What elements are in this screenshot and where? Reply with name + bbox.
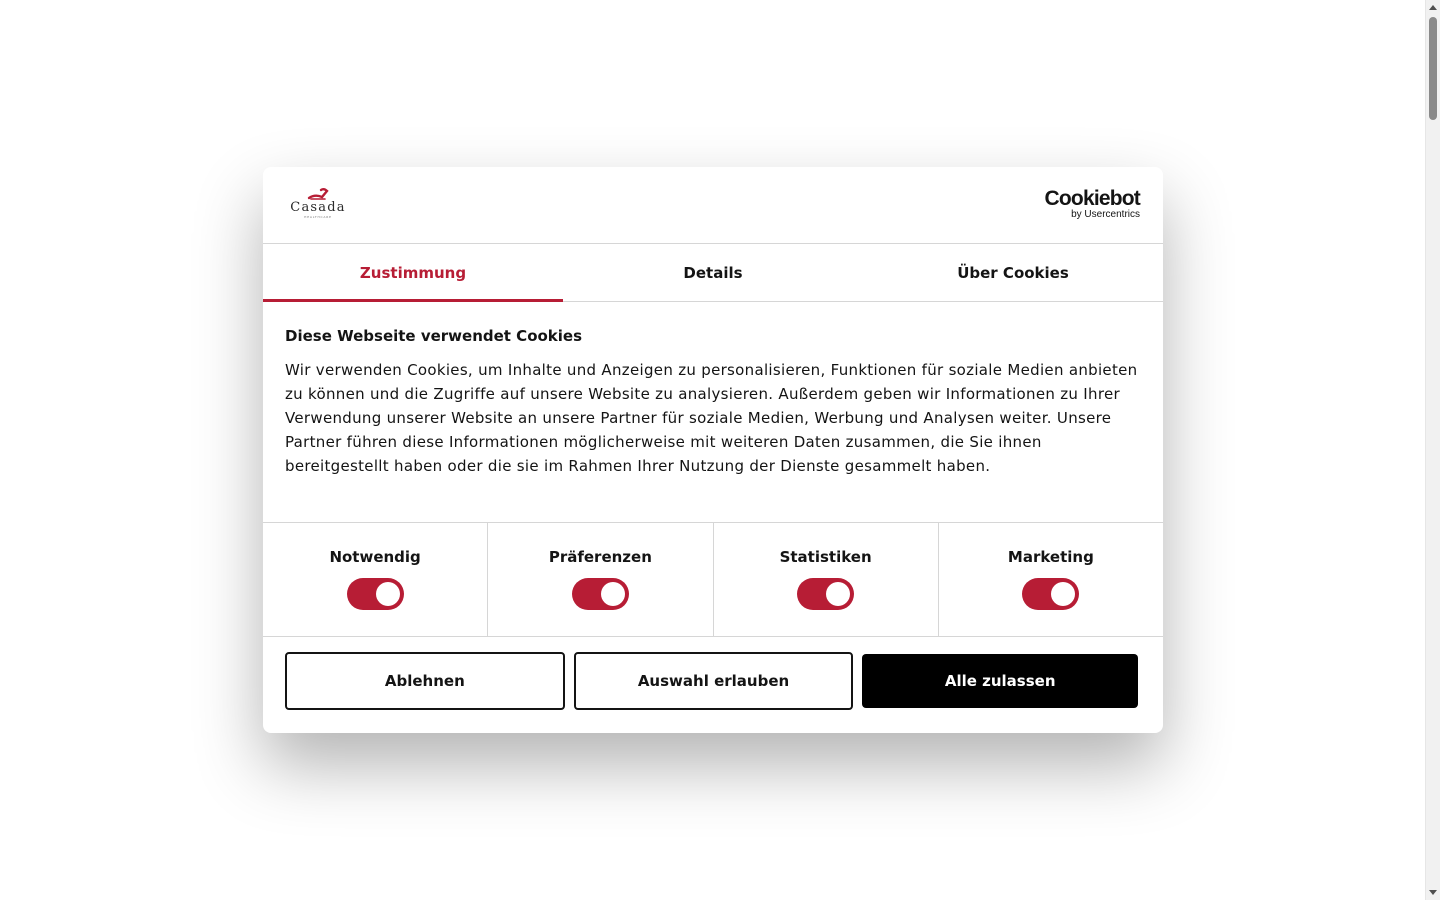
scroll-up-arrow-icon[interactable] (1429, 5, 1437, 10)
allow-all-button[interactable]: Alle zulassen (862, 654, 1138, 708)
tab-zustimmung[interactable]: Zustimmung (263, 244, 563, 301)
brand-subline: HEALTHCARE (304, 215, 332, 219)
allow-selection-button[interactable]: Auswahl erlauben (574, 652, 854, 710)
preferences-toggle[interactable] (572, 578, 629, 610)
cookie-consent-dialog (263, 167, 1163, 733)
category-label: Statistiken (779, 548, 872, 566)
category-label: Notwendig (329, 548, 421, 566)
toggle-knob (1051, 582, 1075, 606)
scroll-thumb[interactable] (1429, 17, 1437, 120)
brand-wordmark: Casada (290, 200, 346, 215)
dialog-header (263, 167, 1163, 244)
cookiebot-logo-main: Cookiebot (1044, 187, 1140, 210)
toggle-knob (601, 582, 625, 606)
toggle-knob (826, 582, 850, 606)
action-buttons (263, 637, 1163, 710)
necessary-toggle[interactable] (347, 578, 404, 610)
consent-text: Wir verwenden Cookies, um Inhalte und Anzeigen zu personalisieren, Funktionen für soziale Medien anbieten zu können und die Zugriffe auf unsere Website zu analysieren. Außerdem geben wir Informationen zu Ihrer Verwendung unserer Website an unsere Partner für soziale Medien, Werbung und Analysen weiter. Unsere Partner führen diese Informationen möglicherweise mit weiteren Daten zusammen, die Sie ihnen bereitgestellt haben oder die sie im Rahmen Ihrer Nutzung der Dienste gesammelt haben. (285, 361, 1138, 475)
category-statistics (714, 523, 939, 636)
category-necessary (263, 523, 488, 636)
brand-logo (287, 185, 349, 219)
statistics-toggle[interactable] (797, 578, 854, 610)
cookiebot-logo-sub: by Usercentrics (1071, 209, 1140, 220)
marketing-toggle[interactable] (1022, 578, 1079, 610)
category-marketing (939, 523, 1163, 636)
tab-details[interactable]: Details (683, 263, 743, 282)
category-label: Marketing (1007, 548, 1094, 566)
consent-body (263, 302, 1163, 523)
cookiebot-logo[interactable] (1038, 188, 1140, 220)
category-preferences (488, 523, 713, 636)
casada-chair-logo-icon (287, 185, 349, 201)
scroll-down-arrow-icon[interactable] (1429, 890, 1437, 895)
tab-bar (263, 244, 1163, 302)
consent-title: Diese Webseite verwendet Cookies (285, 327, 583, 345)
tab-ueber-cookies[interactable]: Über Cookies (957, 263, 1069, 282)
page-scrollbar[interactable] (1425, 0, 1440, 900)
toggle-knob (376, 582, 400, 606)
category-label: Präferenzen (548, 548, 652, 566)
category-toggles (263, 523, 1163, 637)
decline-button[interactable]: Ablehnen (285, 652, 565, 710)
